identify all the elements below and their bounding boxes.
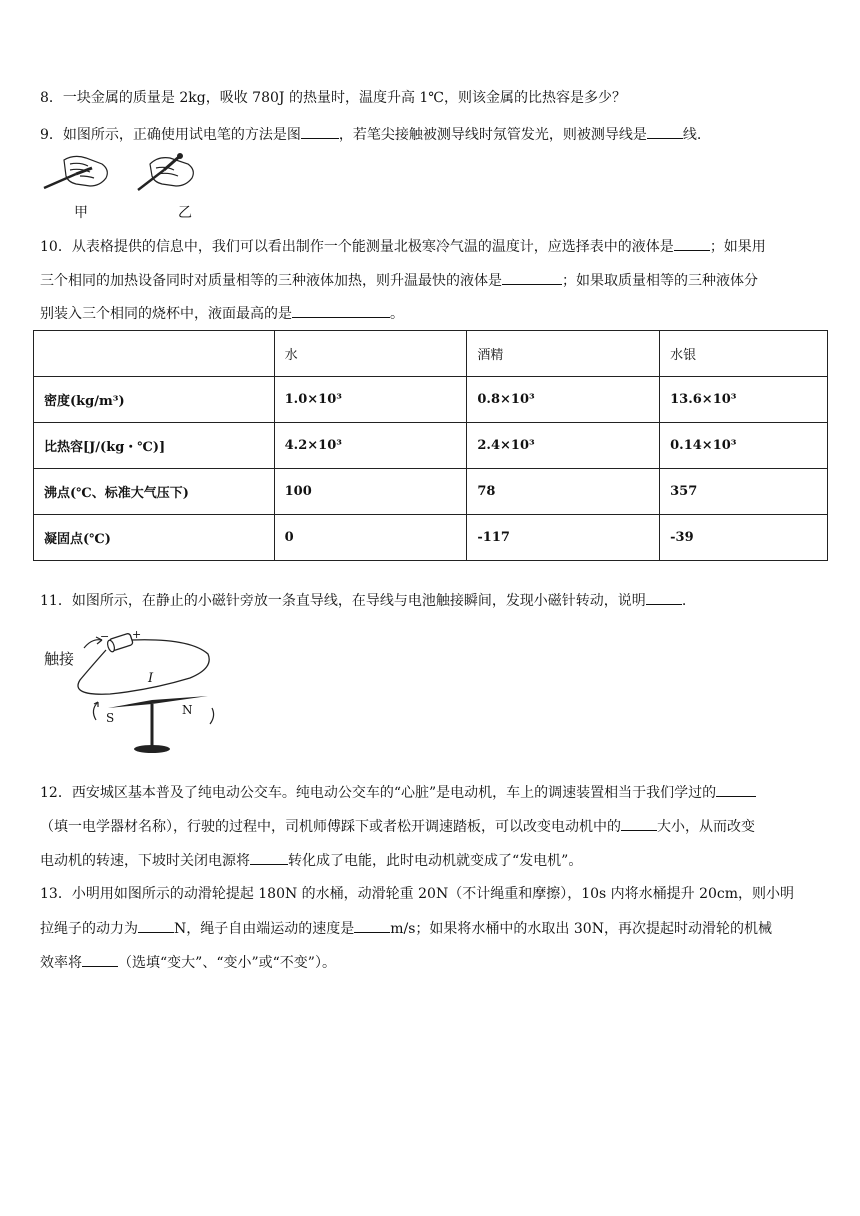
question-13-text-2: 拉绳子的动力为 <box>40 921 138 937</box>
question-10-text-1: 10．从表格提供的信息中，我们可以看出制作一个能测量北极寒冷气温的温度计，应选择表中的液体是 <box>40 239 674 255</box>
table-row-label: 密度(kg/m³) <box>34 377 275 423</box>
battery-minus-label: − <box>100 630 110 643</box>
table-row <box>34 377 828 423</box>
test-pen-figure <box>40 150 205 198</box>
question-9 <box>40 124 701 145</box>
question-10-line-2 <box>40 270 758 291</box>
battery-plus-label: + <box>132 628 142 641</box>
south-pole-label: S <box>106 711 115 725</box>
question-12-text-2: （填一电学器材名称），行驶的过程中，司机师傅踩下或者松开调速踏板，可以改变电动机中的 <box>40 819 621 835</box>
question-8 <box>40 88 626 108</box>
test-pen-hand-jia-figure <box>44 156 107 188</box>
table-cell: 100 <box>274 469 467 515</box>
table-cell: 78 <box>467 469 660 515</box>
touch-label: 触接 <box>44 650 75 668</box>
table-cell: 2.4×10³ <box>467 423 660 469</box>
answer-blank[interactable] <box>646 590 682 605</box>
answer-blank[interactable] <box>647 124 683 139</box>
question-12-text-1: 12．西安城区基本普及了纯电动公交车。纯电动公交车的“心脏”是电动机，车上的调速装置相当于我们学过的 <box>40 785 717 801</box>
figure-caption-jia: 甲 <box>74 205 88 221</box>
table-row <box>34 515 828 561</box>
question-12-line-3 <box>40 850 582 871</box>
answer-blank[interactable] <box>292 303 390 318</box>
question-12-text-3: 大小，从而改变 <box>657 819 755 835</box>
question-12-line-1 <box>40 782 756 803</box>
question-9-text-3: 线. <box>682 127 702 143</box>
answer-blank[interactable] <box>502 270 562 285</box>
table-header-cell: 水银 <box>660 331 828 377</box>
table-cell: 1.0×10³ <box>274 377 467 423</box>
answer-blank[interactable] <box>716 782 756 797</box>
question-8-text: 8．一块金属的质量是 2kg，吸收 780J 的热量时，温度升高 1℃，则该金属的比热容是多少？ <box>40 90 626 106</box>
north-pole-label: N <box>182 703 193 717</box>
question-10-text-5: 别装入三个相同的烧杯中，液面最高的是 <box>40 306 292 322</box>
question-10-text-6: 。 <box>390 306 404 322</box>
table-cell: 0.8×10³ <box>467 377 660 423</box>
question-12-text-4: 电动机的转速，下坡时关闭电源将 <box>40 853 250 869</box>
question-13-text-4: m/s；如果将水桶中的水取出 30N，再次提起时动滑轮的机械 <box>390 921 772 937</box>
table-row-label: 沸点(℃、标准大气压下) <box>34 469 275 515</box>
table-header-cell: 酒精 <box>467 331 660 377</box>
question-13-line-2 <box>40 918 772 939</box>
answer-blank[interactable] <box>621 816 657 831</box>
question-10-text-2: ；如果用 <box>709 239 766 255</box>
table-cell: -39 <box>660 515 828 561</box>
compass-base <box>134 745 170 753</box>
table-header-cell <box>34 331 275 377</box>
table-cell: 4.2×10³ <box>274 423 467 469</box>
current-label: I <box>148 671 154 686</box>
figure-caption-yi: 乙 <box>178 205 192 221</box>
table-header-row <box>34 331 828 377</box>
question-13-text-3: N，绳子自由端运动的速度是 <box>174 921 355 937</box>
question-9-text-1: 9．如图所示，正确使用试电笔的方法是图 <box>40 127 301 143</box>
table-cell: 13.6×10³ <box>660 377 828 423</box>
table-cell: 0.14×10³ <box>660 423 828 469</box>
question-13-line-3 <box>40 952 336 973</box>
answer-blank[interactable] <box>301 124 339 139</box>
question-11 <box>40 590 686 611</box>
question-9-text-2: ，若笔尖接触被测导线时氖管发光，则被测导线是 <box>338 127 647 143</box>
question-11-text-1: 11．如图所示，在静止的小磁针旁放一条直导线，在导线与电池触接瞬间，发现小磁针转动，说明 <box>40 593 646 609</box>
question-13-text-6: （选填“变大”、“变小”或“不变”）。 <box>118 955 336 971</box>
test-pen-hand-yi-figure <box>138 154 193 190</box>
oersted-experiment-figure <box>40 628 220 758</box>
answer-blank[interactable] <box>82 952 118 967</box>
table-row <box>34 469 828 515</box>
question-13-text-1: 13．小明用如图所示的动滑轮提起 180N 的水桶，动滑轮重 20N（不计绳重和摩擦），10s 内将水桶提升 20cm，则小明 <box>40 886 795 902</box>
table-row-label: 比热容[J/(kg・℃)] <box>34 423 275 469</box>
question-10-line-1 <box>40 236 766 257</box>
question-11-text-2: . <box>681 593 687 609</box>
question-10-text-4: ；如果取质量相等的三种液体分 <box>562 273 758 289</box>
table-cell: 357 <box>660 469 828 515</box>
wire-loop <box>78 640 209 694</box>
question-13-line-1 <box>40 884 794 904</box>
question-10-text-3: 三个相同的加热设备同时对质量相等的三种液体加热，则升温最快的液体是 <box>40 273 502 289</box>
table-header-cell: 水 <box>274 331 467 377</box>
answer-blank[interactable] <box>674 236 710 251</box>
compass-needle-icon <box>108 696 208 708</box>
answer-blank[interactable] <box>354 918 390 933</box>
battery-icon <box>106 633 133 653</box>
table-row <box>34 423 828 469</box>
answer-blank[interactable] <box>250 850 288 865</box>
question-12-line-2 <box>40 816 755 837</box>
table-row-label: 凝固点(℃) <box>34 515 275 561</box>
question-10-line-3 <box>40 303 404 324</box>
answer-blank[interactable] <box>138 918 174 933</box>
liquid-properties-table <box>33 330 828 561</box>
question-12-text-5: 转化成了电能，此时电动机就变成了“发电机”。 <box>288 853 583 869</box>
question-13-text-5: 效率将 <box>40 955 82 971</box>
table-cell: 0 <box>274 515 467 561</box>
table-cell: -117 <box>467 515 660 561</box>
